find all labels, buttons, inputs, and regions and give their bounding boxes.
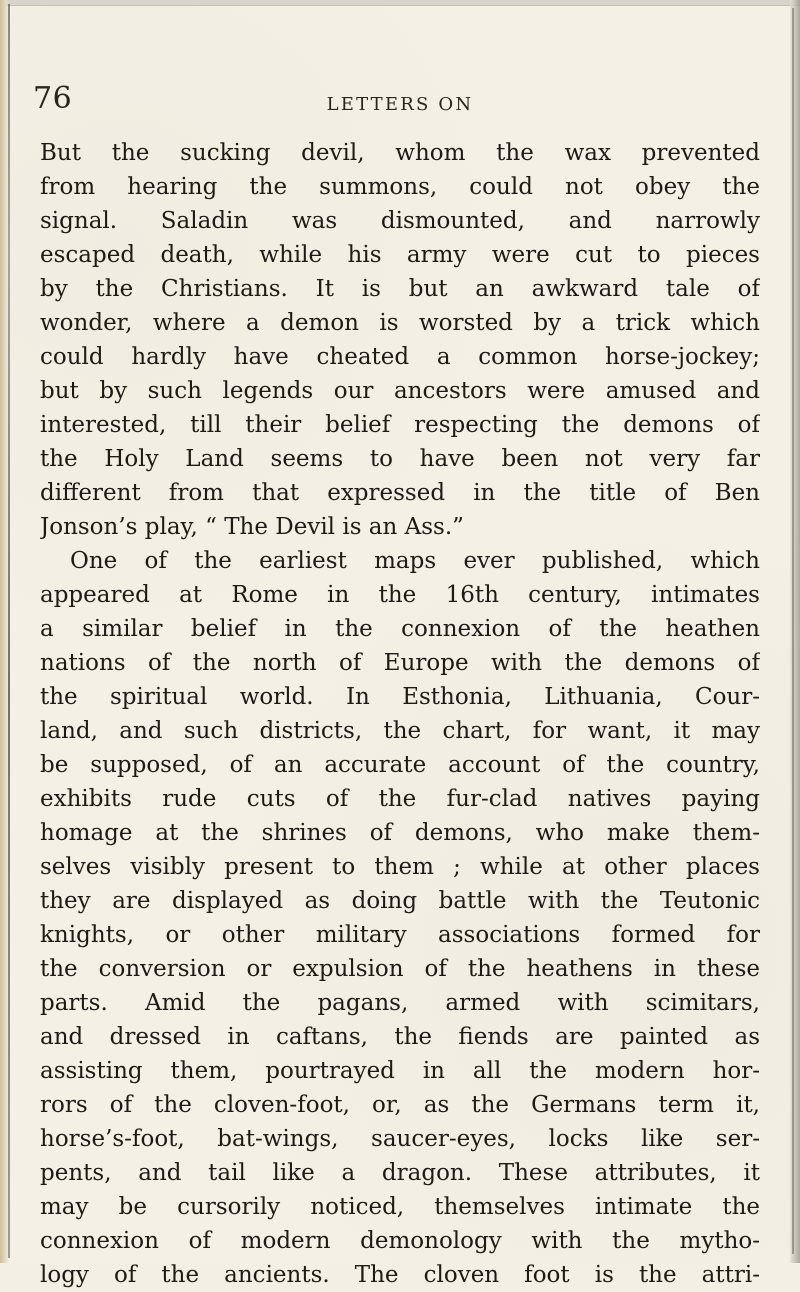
text-line: may be cursorily noticed, themselves intimate the	[40, 1194, 760, 1220]
running-head: LETTERS ON	[326, 94, 474, 115]
text-line: But the sucking devil, whom the wax prevented	[40, 140, 760, 166]
text-line: exhibits rude cuts of the fur-clad natives paying	[40, 786, 760, 812]
text-line: logy of the ancients. The cloven foot is the attri-	[40, 1262, 760, 1288]
text-line: and dressed in caftans, the fiends are painted as	[40, 1024, 760, 1050]
left-page-shadow-line	[8, 4, 10, 1258]
text-line: escaped death, while his army were cut to pieces	[40, 242, 760, 268]
text-line: nations of the north of Europe with the demons of	[40, 650, 760, 676]
text-line: by the Christians. It is but an awkward tale of	[40, 276, 760, 302]
top-page-edge	[0, 0, 800, 6]
right-page-shadow-line	[792, 8, 794, 1254]
text-line: wonder, where a demon is worsted by a trick which	[40, 310, 760, 336]
text-line: selves visibly present to them ; while at other places	[40, 854, 760, 880]
text-line: from hearing the summons, could not obey the	[40, 174, 760, 200]
text-line: be supposed, of an accurate account of the country,	[40, 752, 760, 778]
paragraph-start-line: One of the earliest maps ever published, which	[70, 548, 760, 574]
text-line: they are displayed as doing battle with the Teutonic	[40, 888, 760, 914]
text-line: different from that expressed in the title of Ben	[40, 480, 760, 506]
text-line: the spiritual world. In Esthonia, Lithuania, Cour-	[40, 684, 760, 710]
paragraph-end-line: Jonson’s play, “ The Devil is an Ass.”	[40, 514, 464, 540]
text-line: the Holy Land seems to have been not very far	[40, 446, 760, 472]
text-line: parts. Amid the pagans, armed with scimitars,	[40, 990, 760, 1016]
text-line: horse’s-foot, bat-wings, saucer-eyes, locks like ser-	[40, 1126, 760, 1152]
text-line: pents, and tail like a dragon. These attributes, it	[40, 1160, 760, 1186]
page-number: 76	[33, 81, 73, 116]
text-line: assisting them, pourtrayed in all the modern hor-	[40, 1058, 760, 1084]
text-line: connexion of modern demonology with the mytho-	[40, 1228, 760, 1254]
text-line: appeared at Rome in the 16th century, intimates	[40, 582, 760, 608]
page-body-text	[40, 136, 760, 1292]
text-line: knights, or other military associations formed for	[40, 922, 760, 948]
text-line: land, and such districts, the chart, for want, it may	[40, 718, 760, 744]
text-line: but by such legends our ancestors were amused and	[40, 378, 760, 404]
text-line: homage at the shrines of demons, who make them-	[40, 820, 760, 846]
text-line: interested, till their belief respecting the demons of	[40, 412, 760, 438]
text-line: rors of the cloven-foot, or, as the Germans term it,	[40, 1092, 760, 1118]
text-line: the conversion or expulsion of the heathens in these	[40, 956, 760, 982]
text-line: signal. Saladin was dismounted, and narrowly	[40, 208, 760, 234]
text-line: could hardly have cheated a common horse-jockey;	[40, 344, 760, 370]
text-line: a similar belief in the connexion of the heathen	[40, 616, 760, 642]
